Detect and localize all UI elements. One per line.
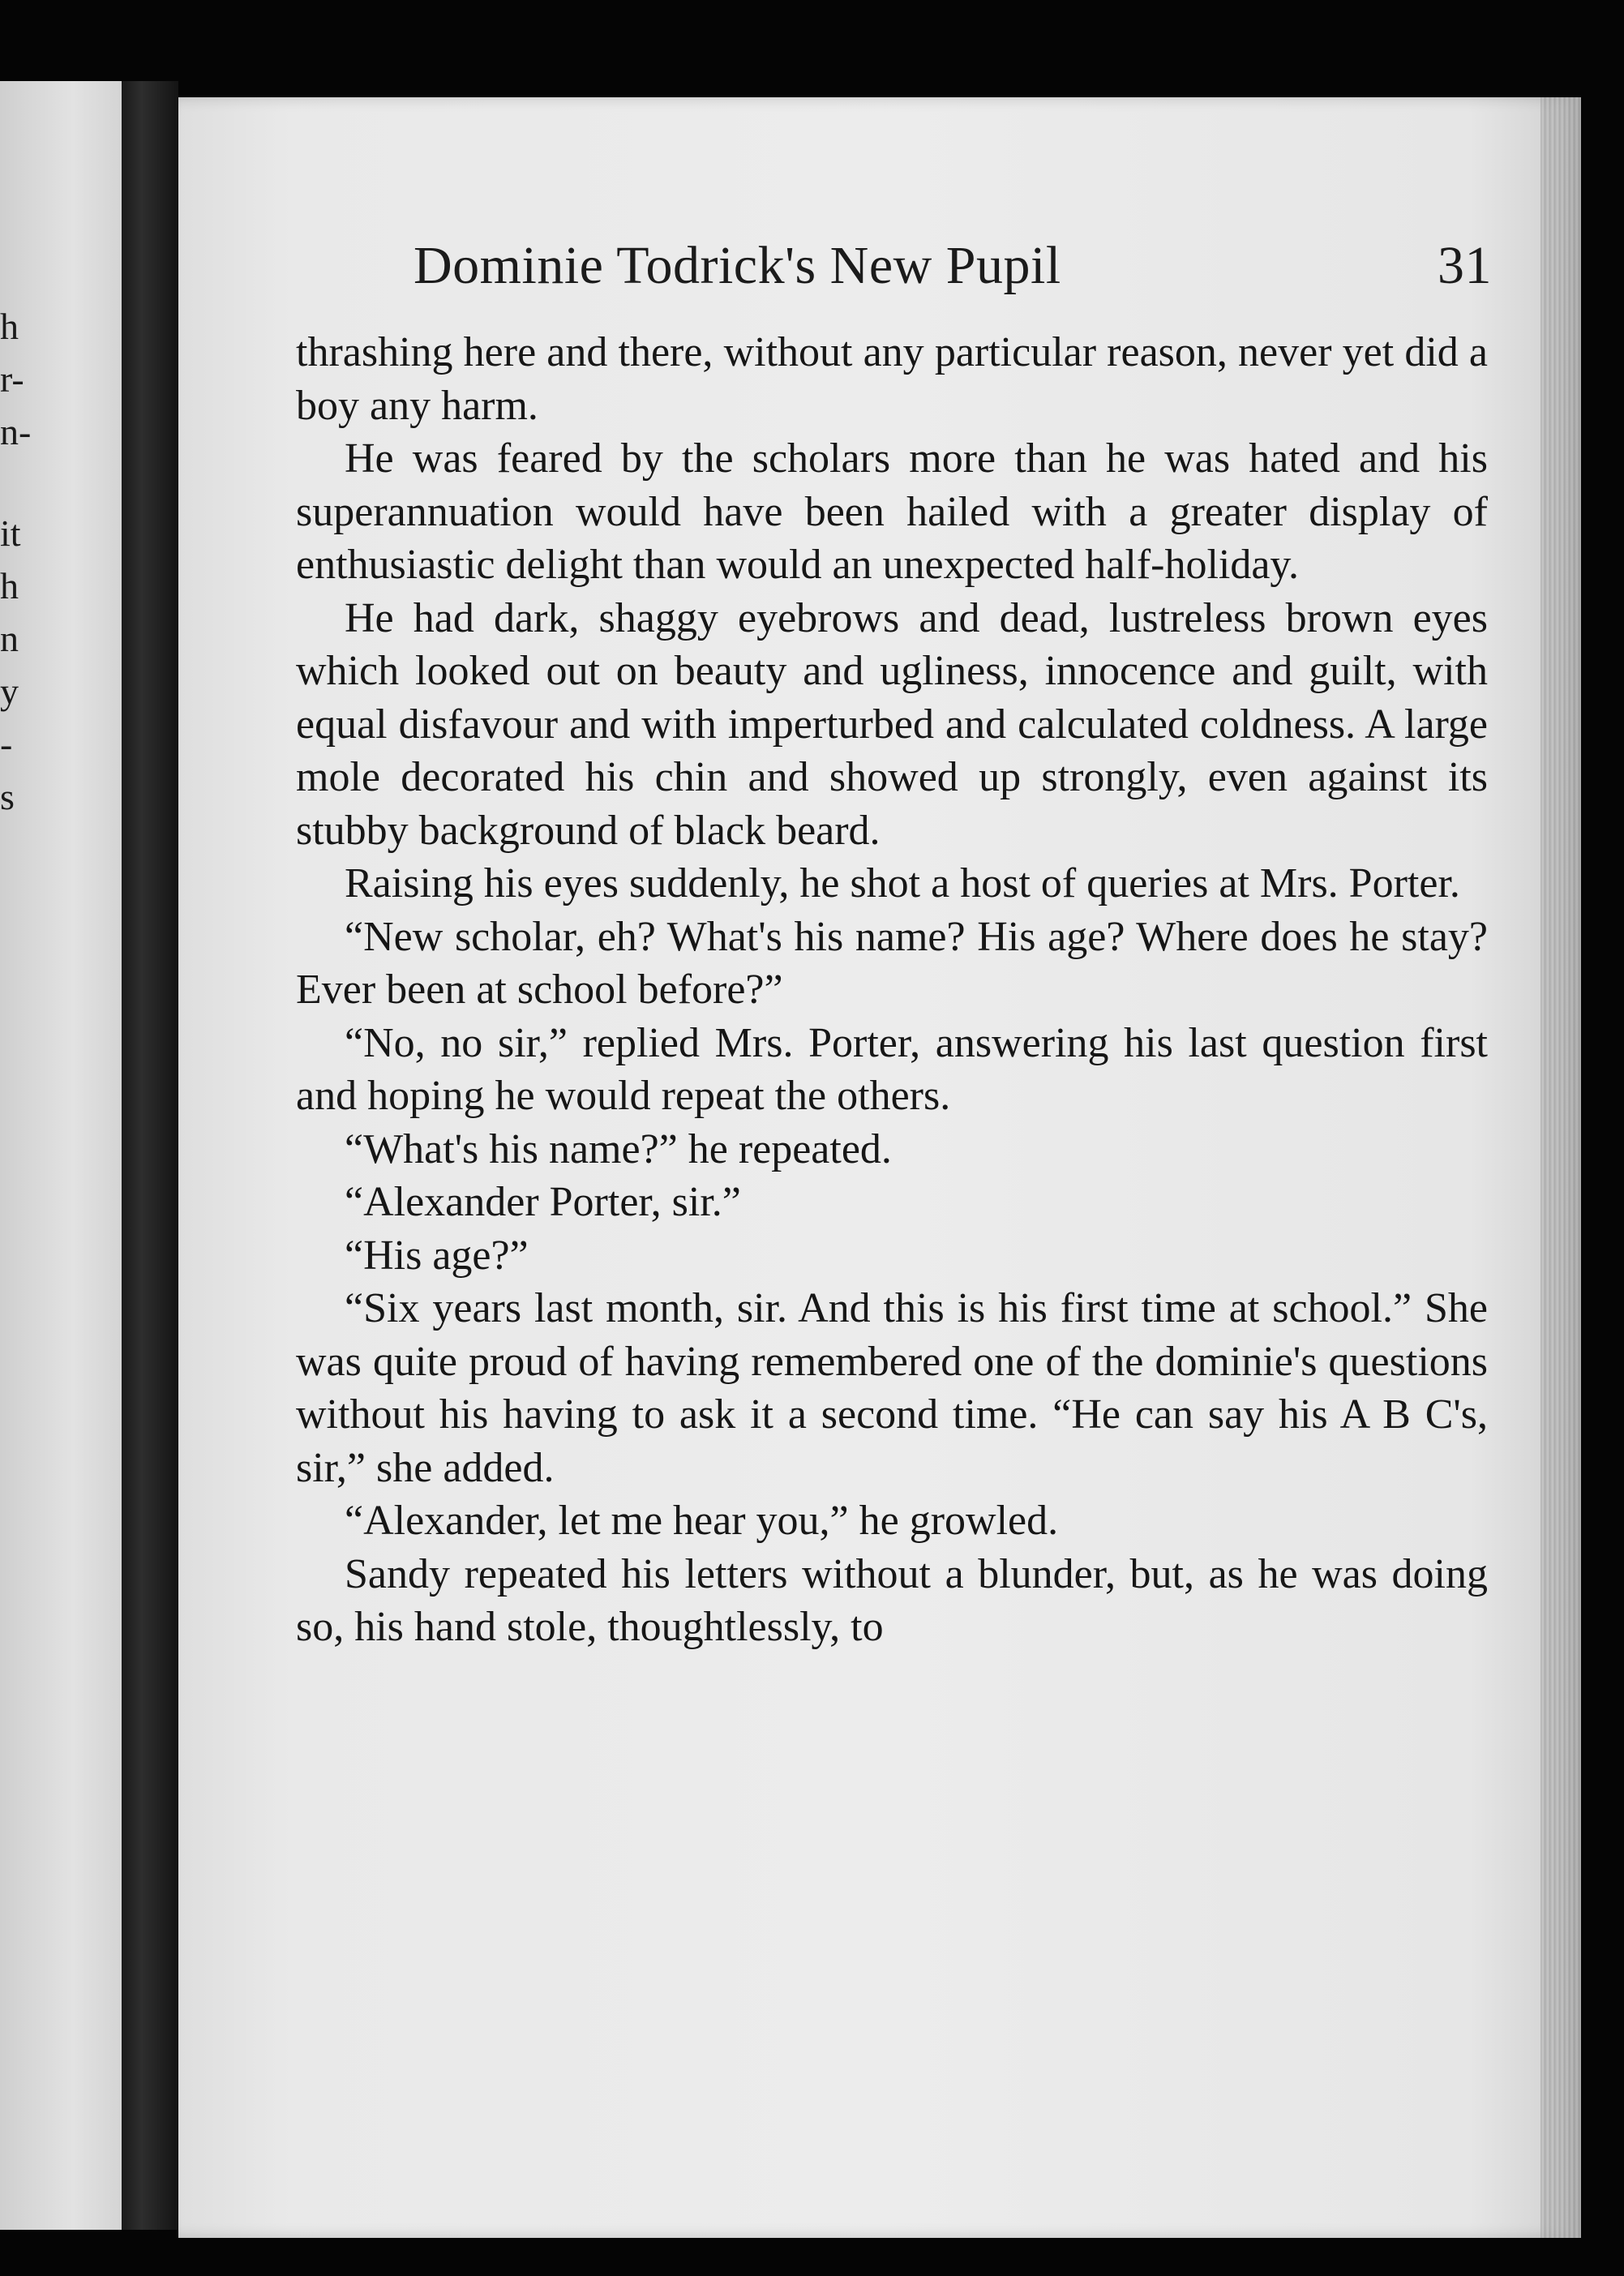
paragraph: “Six years last month, sir. And this is his first time at school.” She was quite proud of having remembered one of the dominie's questions without his having to ask it a second time. “He can say his A B C's, sir,” she added. <box>296 1285 1488 1491</box>
paragraph: “Alexander Porter, sir.” <box>345 1179 741 1225</box>
paragraph: “New scholar, eh? What's his name? His age? Where does he stay? Ever been at school before?” <box>296 913 1488 1013</box>
body-text <box>296 326 1488 1654</box>
left-page-edge <box>0 81 125 2230</box>
left-page-fragment: y <box>0 671 19 712</box>
page-edge-shadow <box>1540 97 1581 2238</box>
paragraph: “No, no sir,” replied Mrs. Porter, answering his last question first and hoping he would repeat the others. <box>296 1019 1488 1119</box>
left-page-fragment: n- <box>0 411 32 452</box>
right-page <box>178 97 1581 2238</box>
book-gutter <box>122 81 178 2230</box>
running-head <box>413 235 1492 297</box>
left-page-fragment: h <box>0 565 19 607</box>
paragraph: “Alexander, let me hear you,” he growled. <box>345 1498 1059 1544</box>
paragraph: “What's his name?” he repeated. <box>345 1125 892 1172</box>
paragraph: “His age?” <box>345 1232 529 1279</box>
paragraph: He had dark, shaggy eyebrows and dead, lustreless brown eyes which looked out on beauty and ugliness, innocence and guilt, with equal disfavour and with imperturbed and calculated coldness. A large mole decorated his chin and showed up strongly, even against its stubby background of black beard. <box>296 594 1488 854</box>
left-page-fragment: r- <box>0 358 24 400</box>
page-number: 31 <box>1438 236 1492 295</box>
running-head-title: Dominie Todrick's New Pupil <box>413 236 1061 295</box>
left-page-fragment: s <box>0 776 15 817</box>
paragraph: thrashing here and there, without any particular reason, never yet did a boy any harm. <box>296 329 1488 429</box>
paragraph: Sandy repeated his letters without a blunder, but, as he was doing so, his hand stole, thoughtlessly, to <box>296 1550 1488 1650</box>
left-page-fragment: it <box>0 512 21 554</box>
paragraph: He was feared by the scholars more than he was hated and his superannuation would have been hailed with a greater display of enthusiastic delight than would an unexpected half-holiday. <box>296 435 1488 588</box>
left-page-fragment: - <box>0 723 13 765</box>
left-page-fragment: n <box>0 618 19 659</box>
left-page-fragment: h <box>0 306 19 347</box>
paragraph: Raising his eyes suddenly, he shot a host of queries at Mrs. Porter. <box>345 860 1460 907</box>
